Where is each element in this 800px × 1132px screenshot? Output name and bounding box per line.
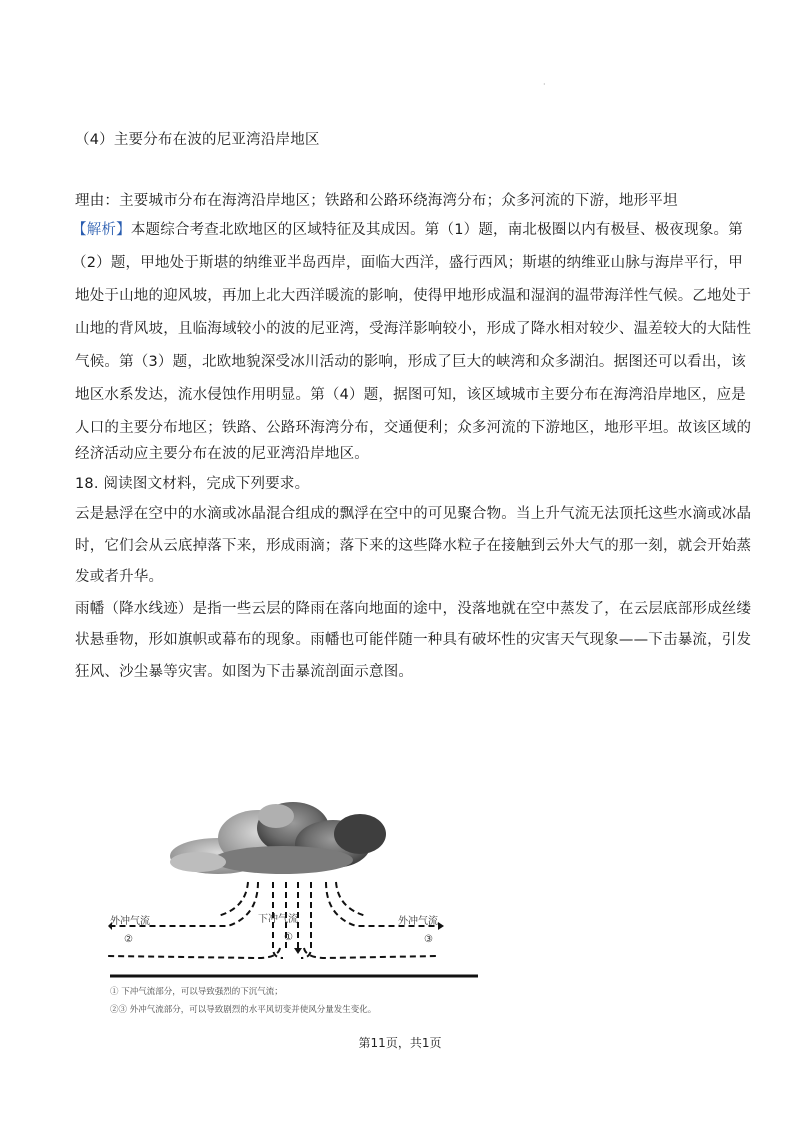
scan-dot: ·	[543, 80, 546, 89]
q18-para2-line-2: 状悬垂物，形如旗帜或幕布的现象。雨幡也可能伴随一种具有破坏性的灾害天气现象——下击暴流，引发	[75, 632, 752, 648]
analysis-line-2: （2）题，甲地处于斯堪的纳维亚半岛西岸，面临大西洋，盛行西风；斯堪的纳维亚山脉与海岸平行，甲	[72, 255, 743, 271]
storm-cloud	[170, 802, 386, 874]
analysis-line-1: 【解析】本题综合考查北欧地区的区域特征及其成因。第（1）题，南北极圈以内有极昼、极夜现象。第	[72, 222, 743, 238]
q18-para2-line-3: 狂风、沙尘暴等灾害。如图为下击暴流剖面示意图。	[75, 664, 414, 680]
q18-para1-line-1: 云是悬浮在空中的水滴或冰晶混合组成的飘浮在空中的可见聚合物。当上升气流无法顶托这些水滴或冰晶	[75, 506, 752, 522]
label-outflow-left: 外冲气流	[110, 916, 150, 927]
analysis-line-5: 气候。第（3）题，北欧地貌深受冰川活动的影响，形成了巨大的峡湾和众多湖泊。据图还可以看出，该	[75, 354, 746, 370]
answer-4: （4）主要分布在波的尼亚湾沿岸地区	[75, 132, 320, 148]
label-num-right: ③	[424, 934, 433, 945]
q18-para1-line-3: 发或者升华。	[75, 569, 164, 585]
analysis-tag: 【解析】	[72, 222, 131, 238]
page-footer: 第11页，共1页	[358, 1036, 442, 1050]
q18-para2-line-1: 雨幡（降水线迹）是指一些云层的降雨在落向地面的途中，没落地就在空中蒸发了，在云层底部形成丝缕	[75, 601, 752, 617]
label-outflow-right: 外冲气流	[398, 916, 438, 927]
label-downdraft: 下冲气流	[258, 914, 298, 925]
figure-note-2: ②③ 外冲气流部分，可以导致剧烈的水平风切变并使风分量发生变化。	[110, 1005, 377, 1015]
analysis-line-4: 山地的背风坡，且临海域较小的波的尼亚湾，受海洋影响较小，形成了降水相对较少、温差较大的大陆性	[75, 321, 752, 337]
analysis-line-6: 地区水系发达，流水侵蚀作用明显。第（4）题，据图可知，该区域城市主要分布在海湾沿岸地区，应是	[75, 387, 746, 403]
reason-text: 理由：主要城市分布在海湾沿岸地区；铁路和公路环绕海湾分布；众多河流的下游，地形平坦	[75, 193, 678, 209]
analysis-line-7: 人口的主要分布地区；铁路、公路环海湾分布，交通便利；众多河流的下游地区，地形平坦。故该区域的	[75, 420, 752, 436]
analysis-line-8: 经济活动应主要分布在波的尼亚湾沿岸地区。	[75, 446, 369, 462]
analysis-line-3: 地处于山地的迎风坡，再加上北大西洋暖流的影响，使得甲地形成温和湿润的温带海洋性气候。乙地处于	[75, 288, 752, 304]
q18-para1-line-2: 时，它们会从云底掉落下来，形成雨滴；落下来的这些降水粒子在接触到云外大气的那一刻，就会开始蒸	[75, 538, 752, 554]
question-18-title: 18. 阅读图文材料，完成下列要求。	[75, 476, 310, 492]
figure-note-1: ① 下冲气流部分，可以导致强烈的下沉气流；	[110, 987, 283, 997]
label-num-center: ①	[284, 932, 293, 943]
label-num-left: ②	[124, 934, 133, 945]
downburst-diagram	[108, 798, 480, 1024]
